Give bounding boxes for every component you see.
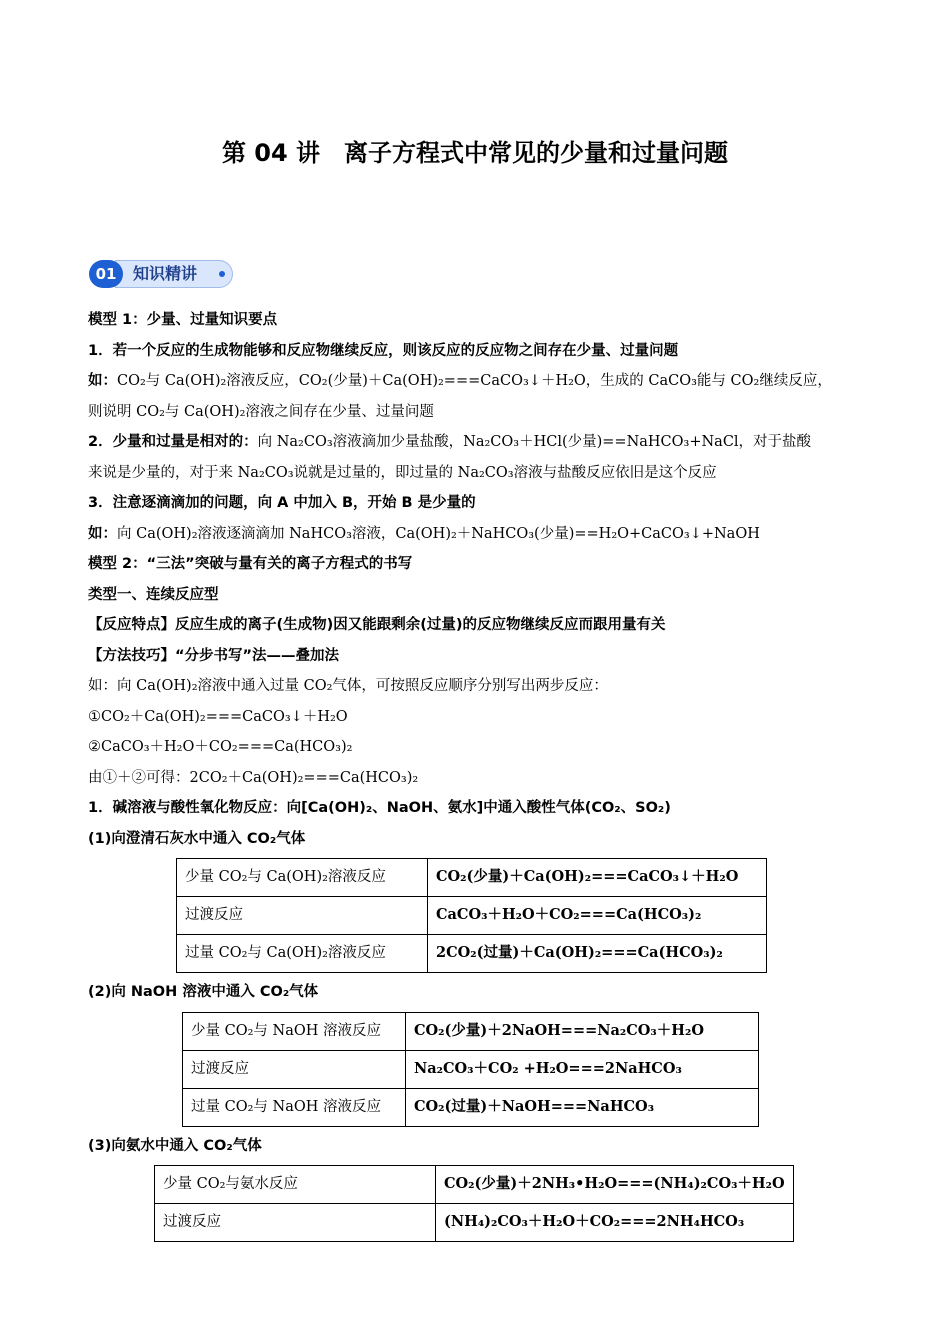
table-cell-equation: CO₂(少量)＋2NH₃•H₂O===(NH₄)₂CO₃＋H₂O [436,1166,794,1204]
table-row [155,1204,794,1242]
table-cell-label: 过量 CO₂与 NaOH 溶液反应 [183,1088,406,1126]
table-cell-label: 过量 CO₂与 Ca(OH)₂溶液反应 [177,935,428,973]
table-cell-equation: Na₂CO₃＋CO₂ +H₂O===2NaHCO₃ [406,1050,759,1088]
badge-dot-icon [219,271,225,277]
model1-example1-line1 [88,366,868,397]
section-badge [89,259,241,290]
table-row [183,1050,759,1088]
table-cell-equation: CaCO₃＋H₂O＋CO₂===Ca(HCO₃)₂ [428,897,767,935]
table-row [155,1166,794,1204]
section3-heading: (3)向氨水中通入 CO₂气体 [88,1137,262,1154]
table-cell-equation: CO₂(少量)＋2NaOH===Na₂CO₃＋H₂O [406,1012,759,1050]
table-cell-label: 过渡反应 [177,897,428,935]
model1-point2-line2: 来说是少量的，对于来 Na₂CO₃说就是过量的，即过量的 Na₂CO₃溶液与盐酸反应依旧是这个反应 [88,464,717,481]
point2-heading: 2．少量和过量是相对的： [88,434,258,450]
section2-heading: (2)向 NaOH 溶液中通入 CO₂气体 [88,984,319,1000]
model2-combined: 由①＋②可得：2CO₂＋Ca(OH)₂===Ca(HCO₃)₂ [88,769,419,786]
table-cell-equation: 2CO₂(过量)＋Ca(OH)₂===Ca(HCO₃)₂ [428,935,767,973]
section3-table [154,1165,794,1242]
point2-text: 向 Na₂CO₃溶液滴加少量盐酸，Na₂CO₃＋HCl(少量)==NaHCO₃+NaCl，对于盐酸 [257,434,812,450]
model1-heading: 模型 1：少量、过量知识要点 [88,312,278,328]
model2-type1: 类型一、连续反应型 [88,586,219,603]
example-prefix: 如： [88,525,117,542]
table-row [177,935,767,973]
table-row [177,859,767,897]
table-cell-equation: CO₂(过量)＋NaOH===NaHCO₃ [406,1088,759,1126]
model1-point1: 1．若一个反应的生成物能够和反应物继续反应，则该反应的反应物之间存在少量、过量问题 [88,342,679,359]
table-cell-equation: CO₂(少量)＋Ca(OH)₂===CaCO₃↓＋H₂O [428,859,767,897]
section1-table [176,858,767,973]
table-cell-label: 少量 CO₂与氨水反应 [155,1166,436,1204]
model2-method: 【方法技巧】“分步书写”法——叠加法 [88,647,340,664]
section2-table [182,1012,759,1127]
example-prefix: 如： [88,373,117,389]
model2-heading: 模型 2：“三法”突破与量有关的离子方程式的书写 [88,556,413,572]
badge-number: 01 [89,260,123,288]
table-cell-equation: (NH₄)₂CO₃＋H₂O＋CO₂===2NH₄HCO₃ [436,1204,794,1242]
table-cell-label: 过渡反应 [155,1204,436,1242]
table-cell-label: 少量 CO₂与 Ca(OH)₂溶液反应 [177,859,428,897]
model2-feature: 【反应特点】反应生成的离子(生成物)因又能跟剩余(过量)的反应物继续反应而跟用量有关 [88,617,666,633]
model1-point3: 3．注意逐滴滴加的问题，向 A 中加入 B，开始 B 是少量的 [88,495,476,511]
section1-heading: (1)向澄清石灰水中通入 CO₂气体 [88,830,306,847]
badge-label: 知识精讲 [133,264,198,283]
table-row [177,897,767,935]
model2-step2: ②CaCO₃＋H₂O＋CO₂===Ca(HCO₃)₂ [88,739,353,755]
model1-point2-line1 [88,427,868,458]
page-title: 第 04 讲 离子方程式中常见的少量和过量问题 [221,139,729,167]
table-cell-label: 少量 CO₂与 NaOH 溶液反应 [183,1012,406,1050]
model2-step1: ①CO₂＋Ca(OH)₂===CaCO₃↓＋H₂O [88,708,348,725]
table-row [183,1088,759,1126]
document-body [88,305,868,1246]
table-row [183,1012,759,1050]
example-text: 向 Ca(OH)₂溶液逐滴滴加 NaHCO₃溶液，Ca(OH)₂＋NaHCO₃(少量)==H₂O+CaCO₃↓+NaOH [117,525,760,542]
example-text: CO₂与 Ca(OH)₂溶液反应，CO₂(少量)＋Ca(OH)₂===CaCO₃↓＋H₂O，生成的 CaCO₃能与 CO₂继续反应， [117,373,832,389]
table-cell-label: 过渡反应 [183,1050,406,1088]
model1-example3 [88,519,868,550]
model2-sub1: 1．碱溶液与酸性氧化物反应：向[Ca(OH)₂、NaOH、氨水]中通入酸性气体(CO₂、SO₂) [88,800,671,816]
model2-example-intro: 如：向 Ca(OH)₂溶液中通入过量 CO₂气体，可按照反应顺序分别写出两步反应： [88,678,608,694]
model1-example1-line2: 则说明 CO₂与 Ca(OH)₂溶液之间存在少量、过量问题 [88,403,434,420]
